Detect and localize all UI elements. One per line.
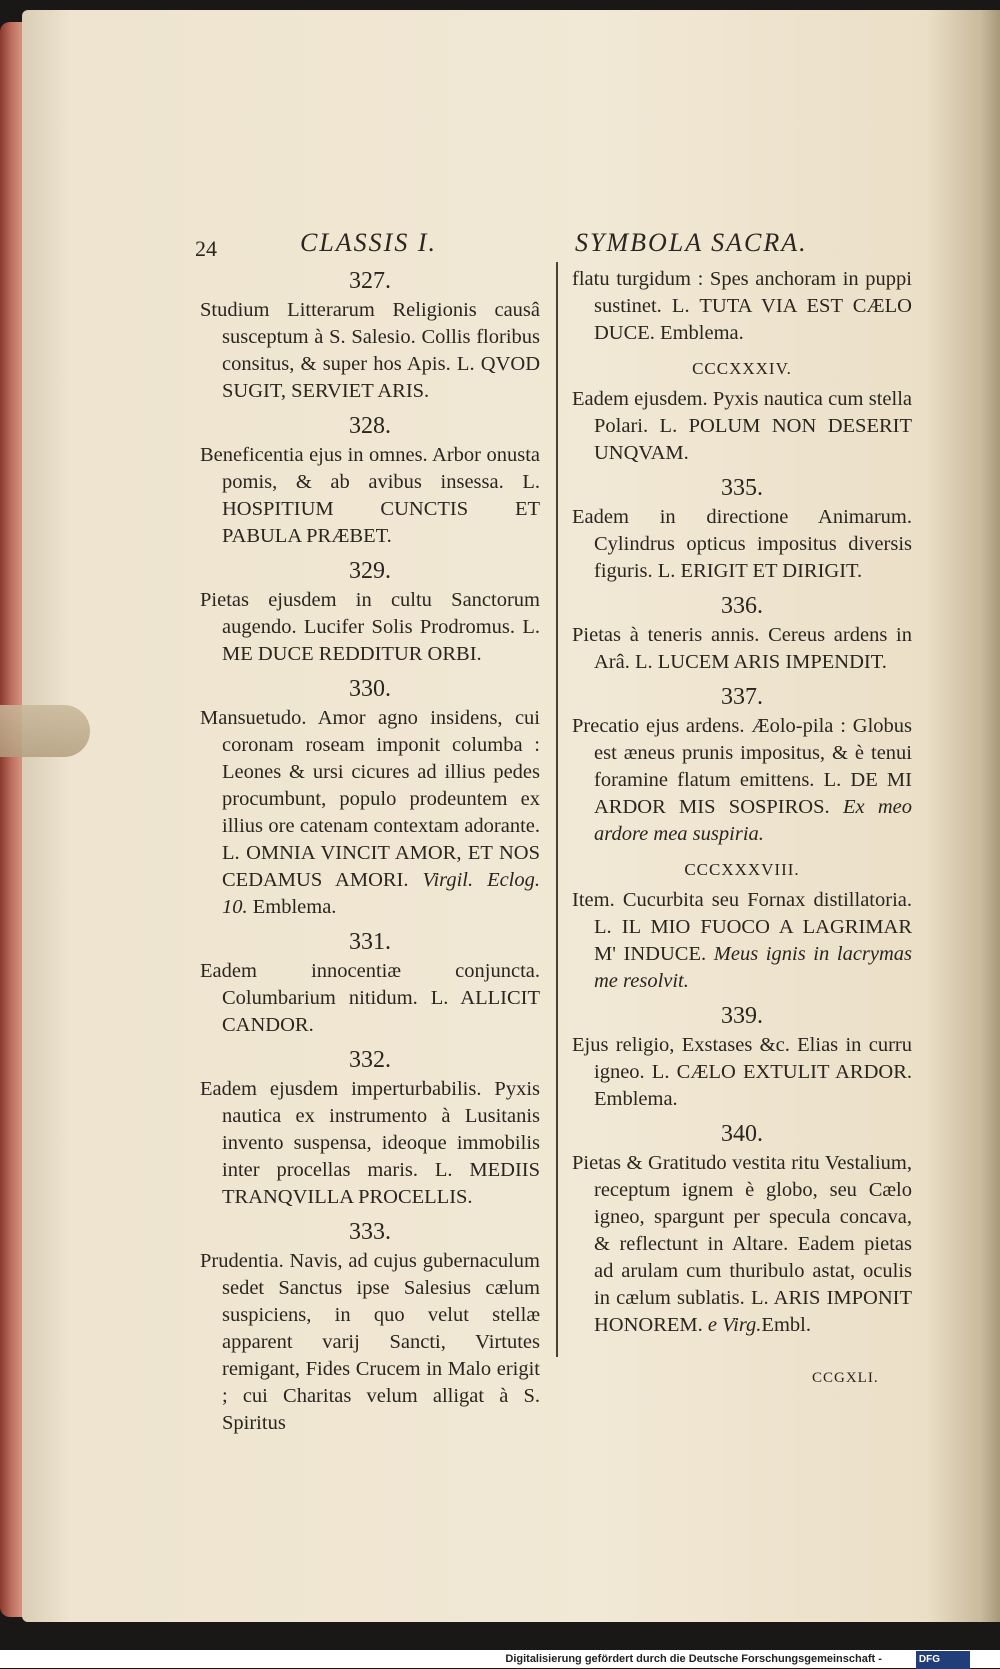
entry-body: Prudentia. Navis, ad cujus gubernaculum sedet Sanctus ipse Salesius cælum suspiciens, in quo velut stellæ apparent varij Sancti, Virtutes remigant, Fides Crucem in Malo erigit ; cui Charitas velum alligat à S. Spiritus <box>200 1250 540 1434</box>
entry-number: 331. <box>349 929 391 955</box>
entry-citation: Virgil. Eclog. 10. <box>222 869 541 918</box>
entry-number: 332. <box>349 1047 391 1073</box>
entry-body: Eadem ejusdem. Pyxis nautica cum stella Polari. L. POLUM NON DESERIT UNQVAM. <box>572 388 912 464</box>
entry-text <box>572 386 912 467</box>
entry-text <box>200 958 540 1039</box>
entry-text <box>200 705 540 921</box>
entry-body: Beneficentia ejus in omnes. Arbor onusta pomis, & ab avibus insessa. L. HOSPITIUM CUNCTIS ET PABULA PRÆBET. <box>200 444 540 547</box>
entry-text <box>200 1076 540 1211</box>
emblem-entry <box>200 558 540 668</box>
emblem-entry <box>572 475 912 585</box>
entry-number: 328. <box>349 413 391 439</box>
running-head-right: SYMBOLA SACRA. <box>575 228 808 257</box>
left-column <box>200 266 540 1445</box>
emblem-entry <box>200 676 540 921</box>
entry-text <box>200 442 540 550</box>
entry-number: 329. <box>349 558 391 584</box>
running-head-left: CLASSIS I. <box>300 228 437 257</box>
entry-text <box>572 622 912 676</box>
entry-number: 327. <box>349 268 391 294</box>
emblem-entry <box>200 413 540 550</box>
entry-number: 336. <box>721 593 763 619</box>
column-divider <box>556 262 558 1357</box>
emblem-entry <box>572 684 912 848</box>
entry-text <box>572 887 912 995</box>
entry-body: Pietas ejusdem in cultu Sanctorum augendo. Lucifer Solis Prodromus. L. ME DUCE REDDITUR ORBI. <box>200 589 540 665</box>
footer-text: Digitalisierung gefördert durch die Deutsche Forschungsgemeinschaft - <box>505 1653 882 1665</box>
emblem-entry <box>572 1003 912 1113</box>
entry-number: CCCXXXIV. <box>692 359 792 378</box>
emblem-entry <box>200 929 540 1039</box>
emblem-entry <box>572 593 912 676</box>
entry-text <box>572 713 912 848</box>
entry-text <box>200 297 540 405</box>
emblem-entry <box>200 1047 540 1211</box>
page-number: 24 <box>195 236 217 261</box>
entry-number: 333. <box>349 1219 391 1245</box>
entry-body: Item. Cucurbita seu Fornax distillatoria. L. IL MIO FUOCO A LAGRIMAR M' INDUCE. <box>572 889 912 965</box>
entry-number: 340. <box>721 1121 763 1147</box>
entry-number: 337. <box>721 684 763 710</box>
entry-number: CCCXXXVIII. <box>684 860 800 879</box>
entry-text <box>572 504 912 585</box>
dfg-logo: DFG <box>916 1651 970 1669</box>
emblem-entry <box>572 856 912 995</box>
emblem-entry <box>572 266 912 347</box>
entry-text <box>572 1032 912 1113</box>
emblem-entry <box>200 1219 540 1437</box>
entry-text <box>572 266 912 347</box>
entry-body: Eadem in directione Animarum. Cylindrus opticus impositus diversis figuris. L. ERIGIT ET DIRIGIT. <box>572 506 912 582</box>
entry-body: Precatio ejus ardens. Æolo-pila : Globus est æneus prunis impositus, & è tenui foramine flatum emittens. L. DE MI ARDOR MIS SOSPIROS. <box>572 715 912 818</box>
emblem-entry <box>572 355 912 467</box>
catchword: CCGXLI. <box>812 1370 879 1386</box>
entry-body: Ejus religio, Exstases &c. Elias in curru igneo. L. CÆLO EXTULIT ARDOR. Emblema. <box>572 1034 912 1110</box>
entry-body: Pietas à teneris annis. Cereus ardens in Arâ. L. LUCEM ARIS IMPENDIT. <box>572 624 912 673</box>
right-column <box>572 266 912 1347</box>
entry-text <box>200 1248 540 1437</box>
entry-text <box>572 1150 912 1339</box>
book-edge-right <box>978 10 1000 1622</box>
entry-citation: e Virg. <box>707 1314 762 1336</box>
entry-body: Eadem ejusdem imperturbabilis. Pyxis nautica ex instrumento à Lusitanis invento suspensa, ideoque immobilis inter procellas maris. L. MEDIIS TRANQVILLA PROCELLIS. <box>200 1078 540 1208</box>
entry-body: Pietas & Gratitudo vestita ritu Vestalium, receptum ignem è globo, seu Cælo igneo, spargunt per specula concava, & reflectunt in Altare. Eadem pietas ad arulam cum thuribulo astat, oculis in cælum sublatis. L. ARIS IMPONIT HONOREM. <box>572 1152 912 1336</box>
entry-body: Studium Litterarum Religionis causâ susceptum à S. Salesio. Collis floribus consitus, & super hos Apis. L. QVOD SUGIT, SERVIET ARIS. <box>200 299 540 402</box>
emblem-entry <box>200 268 540 405</box>
bookmark-ribbon <box>0 705 90 757</box>
entry-body: Mansuetudo. Amor agno insidens, cui coronam roseam imponit columba : Leones & ursi cicures ad illius pedes procumbunt, populo prodeuntem ex illius ore catenam contextam adorante. L. OMNIA VINCIT AMOR, ET NOS CEDAMUS AMORI. <box>200 707 540 891</box>
entry-citation: Meus ignis in lacrymas me resolvit. <box>594 943 913 992</box>
footer-credit <box>0 1650 1000 1668</box>
entry-number: 335. <box>721 475 763 501</box>
entry-body: Eadem innocentiæ conjuncta. Columbarium nitidum. L. ALLICIT CANDOR. <box>200 960 540 1036</box>
entry-body: flatu turgidum : Spes anchoram in puppi sustinet. L. TUTA VIA EST CÆLO DUCE. Emblema. <box>572 268 912 344</box>
entry-tail: Embl. <box>761 1314 811 1336</box>
entry-number: 330. <box>349 676 391 702</box>
emblem-entry <box>572 1121 912 1339</box>
entry-citation: Ex meo ardore mea suspiria. <box>594 796 913 845</box>
entry-tail: Emblema. <box>247 896 337 918</box>
entry-number: 339. <box>721 1003 763 1029</box>
entry-text <box>200 587 540 668</box>
